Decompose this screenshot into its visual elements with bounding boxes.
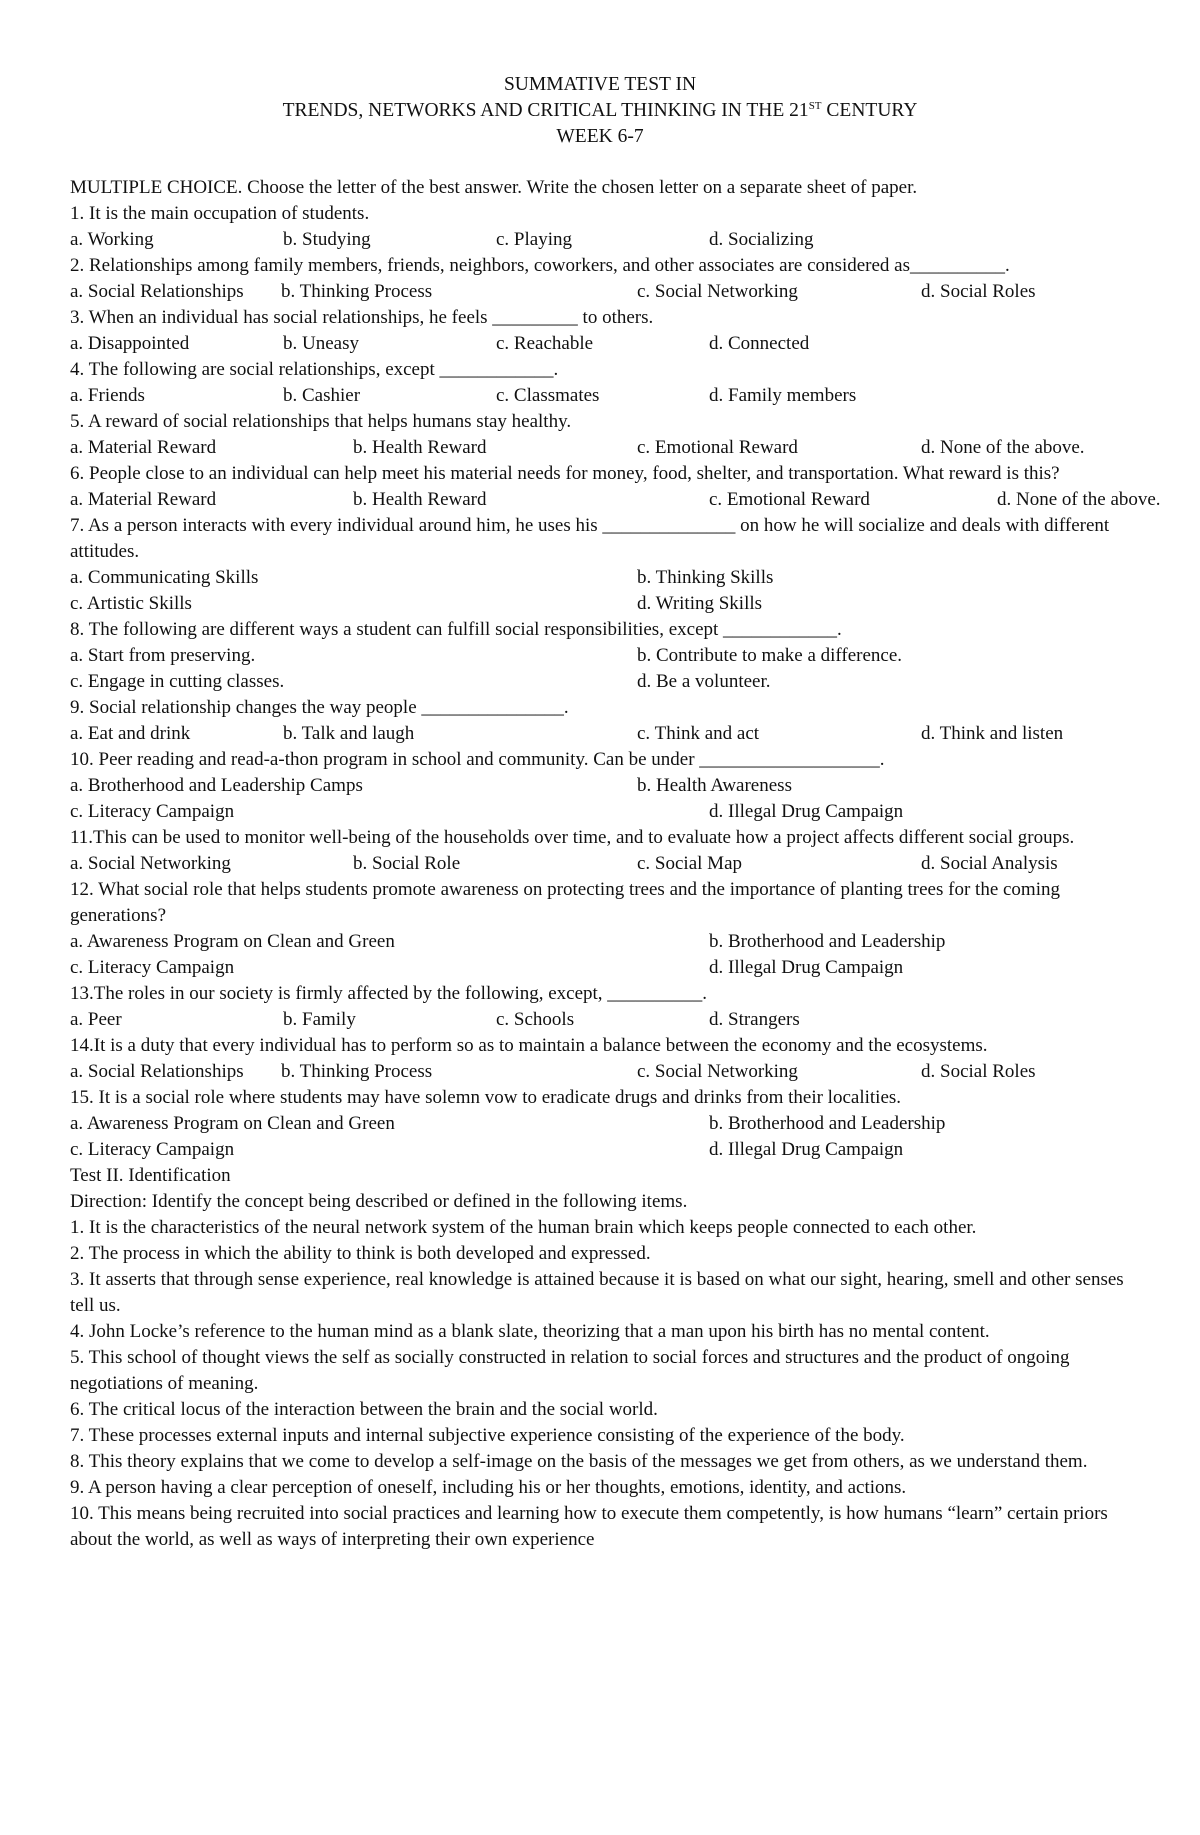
choice: a. Social Relationships [70, 1061, 244, 1082]
header-subject-text: TRENDS, NETWORKS AND CRITICAL THINKING IN THE 21 [282, 100, 809, 121]
choices-row [70, 643, 1128, 669]
choice: d. None of the above. [921, 437, 1085, 458]
choice: d. Think and listen [921, 723, 1064, 744]
choice: b. Studying [283, 229, 371, 250]
choice: b. Brotherhood and Leadership [709, 1113, 946, 1134]
choice: c. Literacy Campaign [70, 957, 235, 978]
choices-row [70, 669, 1128, 695]
question: 8. The following are different ways a student can fulfill social responsibilities, except ____________. [70, 619, 842, 640]
identification-item: 8. This theory explains that we come to develop a self-image on the basis of the messages we get from others, as we understand them. [70, 1451, 1088, 1472]
mc-instruction: MULTIPLE CHOICE. Choose the letter of the best answer. Write the chosen letter on a separate sheet of paper. [70, 177, 918, 198]
identification-item: 1. It is the characteristics of the neural network system of the human brain which keeps people connected to each other. [70, 1217, 977, 1238]
choice: d. Illegal Drug Campaign [709, 957, 904, 978]
choice: b. Contribute to make a difference. [637, 645, 903, 666]
choices-row [70, 591, 1128, 617]
question: 13.The roles in our society is firmly affected by the following, except, __________. [70, 983, 708, 1004]
choice: c. Classmates [496, 385, 600, 406]
choice: d. Socializing [709, 229, 814, 250]
choice: b. Thinking Skills [637, 567, 774, 588]
identification-item: 2. The process in which the ability to think is both developed and expressed. [70, 1243, 651, 1264]
question: 4. The following are social relationships, except ____________. [70, 359, 559, 380]
choice: a. Material Reward [70, 489, 217, 510]
choice: c. Social Networking [637, 281, 798, 302]
choice: c. Social Map [637, 853, 743, 874]
identification-item: 10. This means being recruited into social practices and learning how to execute them competently, is how humans “learn” certain priors about the world, as well as ways of interpreting their own experience [70, 1503, 1108, 1550]
choice: a. Working [70, 229, 154, 250]
question: 7. As a person interacts with every individual around him, he uses his ______________ on how he will socialize and deals with different attitudes. [70, 515, 1110, 562]
question: 12. What social role that helps students promote awareness on protecting trees and the importance of planting trees for the coming generations? [70, 879, 1060, 926]
header-subject-end: CENTURY [821, 100, 918, 121]
choices-row [70, 773, 1128, 799]
choice: b. Thinking Process [281, 1061, 433, 1082]
identification-item: 5. This school of thought views the self as socially constructed in relation to social forces and structures and the product of ongoing negotiations of meaning. [70, 1347, 1070, 1394]
header-superscript: ST [808, 100, 822, 112]
choice: d. None of the above. [997, 489, 1161, 510]
choices-row [70, 955, 1128, 981]
choice: a. Eat and drink [70, 723, 191, 744]
question: 1. It is the main occupation of students. [70, 203, 370, 224]
choices-row [70, 929, 1128, 955]
header-subject [0, 98, 1200, 124]
choices-row [70, 565, 1128, 591]
question: 15. It is a social role where students may have solemn vow to eradicate drugs and drinks from their localities. [70, 1087, 902, 1108]
choice: a. Disappointed [70, 333, 190, 354]
choice: c. Schools [496, 1009, 575, 1030]
choice: d. Social Roles [921, 1061, 1036, 1082]
choices-row [70, 279, 1128, 305]
choice: a. Material Reward [70, 437, 217, 458]
choice: b. Health Reward [353, 437, 487, 458]
choice: a. Peer [70, 1009, 122, 1030]
choices-row [70, 1137, 1128, 1163]
choice: b. Uneasy [283, 333, 359, 354]
choice: a. Start from preserving. [70, 645, 256, 666]
test-body [70, 175, 1161, 1553]
choices-row [70, 1059, 1128, 1085]
question: 6. People close to an individual can help meet his material needs for money, food, shelter, and transportation. What reward is this? [70, 463, 1060, 484]
choice: c. Artistic Skills [70, 593, 192, 614]
choice: a. Social Networking [70, 853, 231, 874]
choice: c. Literacy Campaign [70, 801, 235, 822]
choices-row [70, 331, 1128, 357]
choice: d. Illegal Drug Campaign [709, 801, 904, 822]
choices-row [70, 1111, 1128, 1137]
choice: a. Social Relationships [70, 281, 244, 302]
choice: c. Playing [496, 229, 572, 250]
identification-item: 3. It asserts that through sense experience, real knowledge is attained because it is based on what our sight, hearing, smell and other senses tell us. [70, 1269, 1124, 1316]
choice: b. Brotherhood and Leadership [709, 931, 946, 952]
identification-item: 6. The critical locus of the interaction between the brain and the social world. [70, 1399, 658, 1420]
choice: d. Family members [709, 385, 857, 406]
choice: d. Connected [709, 333, 810, 354]
choice: d. Strangers [709, 1009, 800, 1030]
header-week: WEEK 6-7 [556, 126, 644, 147]
choices-row [70, 383, 1128, 409]
choice: a. Awareness Program on Clean and Green [70, 931, 395, 952]
choice: d. Social Analysis [921, 853, 1058, 874]
choice: b. Talk and laugh [283, 723, 415, 744]
choice: b. Health Reward [353, 489, 487, 510]
choice: b. Cashier [283, 385, 361, 406]
choices-row [70, 435, 1128, 461]
identification-item: 4. John Locke’s reference to the human mind as a blank slate, theorizing that a man upon his birth has no mental content. [70, 1321, 990, 1342]
choice: a. Brotherhood and Leadership Camps [70, 775, 363, 796]
choices-row [70, 227, 1128, 253]
choices-row [70, 851, 1128, 877]
choice: c. Engage in cutting classes. [70, 671, 285, 692]
choice: b. Health Awareness [637, 775, 792, 796]
identification-item: 7. These processes external inputs and internal subjective experience consisting of the experience of the body. [70, 1425, 905, 1446]
choice: c. Think and act [637, 723, 760, 744]
choice: d. Social Roles [921, 281, 1036, 302]
question: 5. A reward of social relationships that helps humans stay healthy. [70, 411, 572, 432]
choice: c. Emotional Reward [637, 437, 798, 458]
choice: d. Writing Skills [637, 593, 763, 614]
question: 14.It is a duty that every individual has to perform so as to maintain a balance between the economy and the ecosystems. [70, 1035, 988, 1056]
choice: a. Friends [70, 385, 145, 406]
choices-row [70, 721, 1128, 747]
question: 11.This can be used to monitor well-being of the households over time, and to evaluate how a project affects different social groups. [70, 827, 1075, 848]
choice: d. Be a volunteer. [637, 671, 771, 692]
question: 2. Relationships among family members, friends, neighbors, coworkers, and other associates are considered as__________. [70, 255, 1010, 276]
test-header [0, 72, 1200, 150]
test2-title: Test II. Identification [70, 1165, 231, 1186]
choices-row [70, 1007, 1128, 1033]
identification-item: 9. A person having a clear perception of oneself, including his or her thoughts, emotions, identity, and actions. [70, 1477, 907, 1498]
choice: c. Literacy Campaign [70, 1139, 235, 1160]
choice: c. Emotional Reward [709, 489, 870, 510]
choices-row [70, 799, 1128, 825]
choice: d. Illegal Drug Campaign [709, 1139, 904, 1160]
choice: a. Communicating Skills [70, 567, 259, 588]
choice: b. Thinking Process [281, 281, 433, 302]
choice: a. Awareness Program on Clean and Green [70, 1113, 395, 1134]
header-title: SUMMATIVE TEST IN [503, 74, 697, 95]
choices-row [70, 487, 1161, 513]
question: 9. Social relationship changes the way people _______________. [70, 697, 569, 718]
choice: b. Family [283, 1009, 356, 1030]
test2-direction: Direction: Identify the concept being described or defined in the following items. [70, 1191, 688, 1212]
choice: c. Social Networking [637, 1061, 798, 1082]
question: 10. Peer reading and read-a-thon program in school and community. Can be under ___________________. [70, 749, 885, 770]
choice: b. Social Role [353, 853, 461, 874]
question: 3. When an individual has social relationships, he feels _________ to others. [70, 307, 654, 328]
choice: c. Reachable [496, 333, 594, 354]
